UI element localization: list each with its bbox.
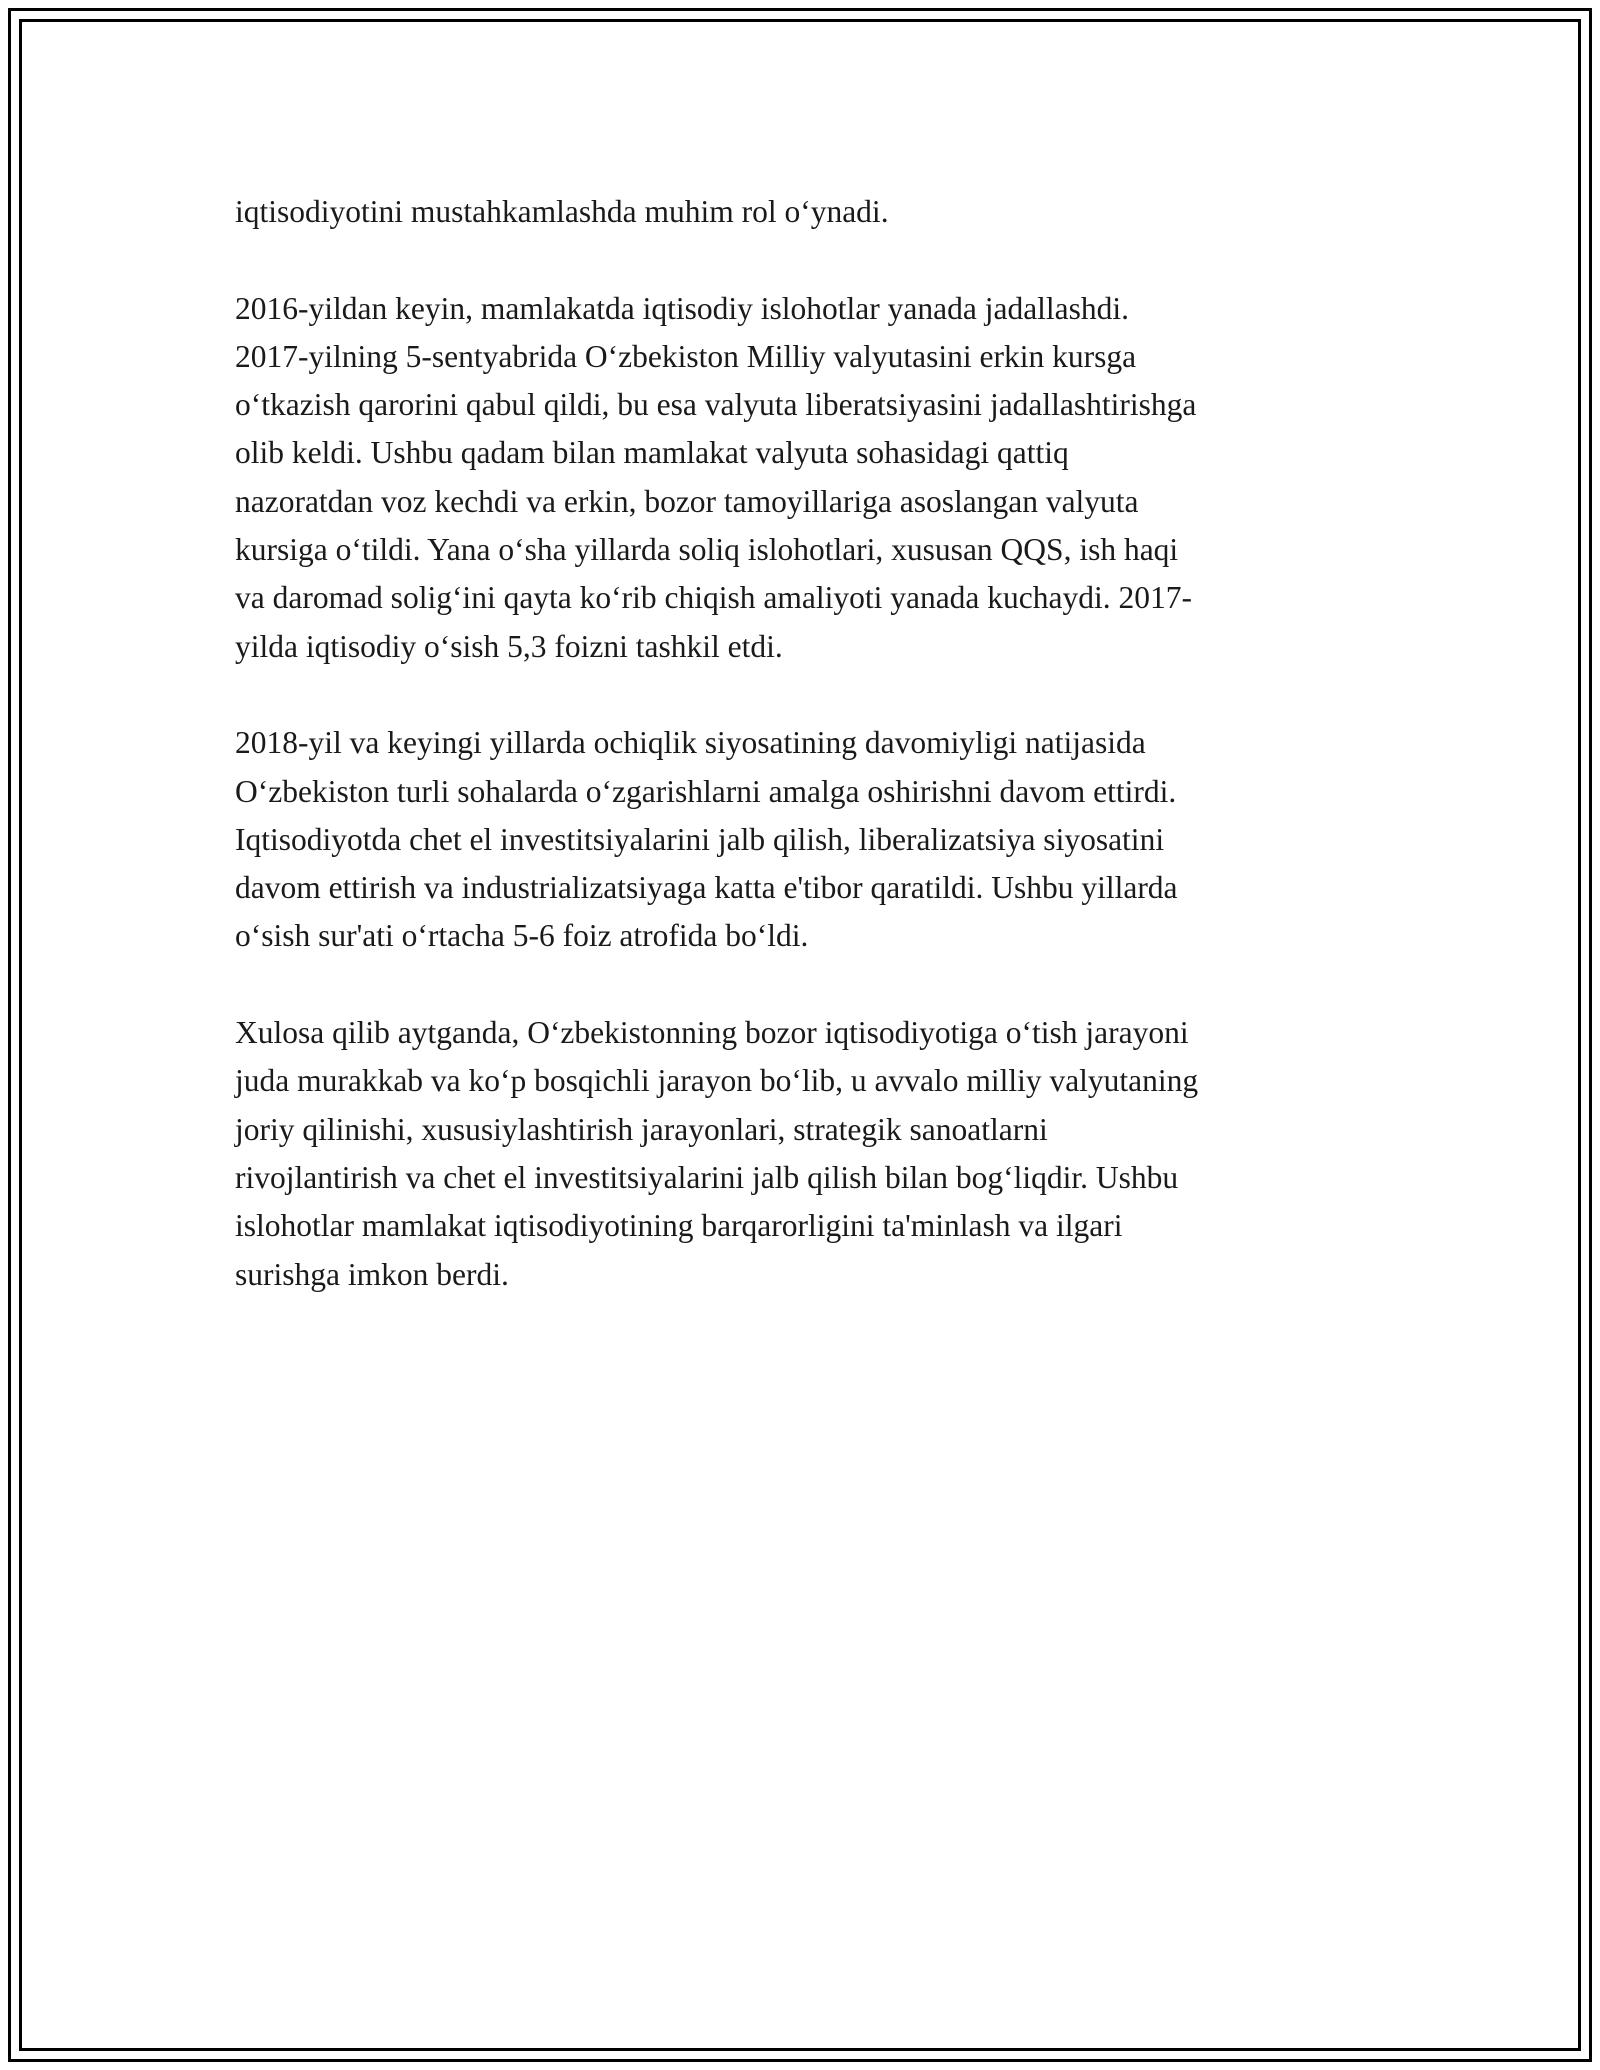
text-line: O‘zbekiston turli sohalarda o‘zgarishlarni amalga oshirishni davom ettirdi.	[235, 773, 1177, 809]
text-line: Xulosa qilib aytganda, O‘zbekistonning bozor iqtisodiyotiga o‘tish jarayoni	[235, 1015, 1189, 1051]
text-line: 2018-yil va keyingi yillarda ochiqlik siyosatining davomiyligi natijasida	[235, 725, 1146, 761]
text-line: olib keldi. Ushbu qadam bilan mamlakat valyuta sohasidagi qattiq	[235, 435, 1069, 471]
text-line: o‘sish sur'ati o‘rtacha 5-6 foiz atrofida bo‘ldi.	[235, 918, 809, 954]
paragraph-1	[235, 188, 1375, 236]
text-line: islohotlar mamlakat iqtisodiyotining barqarorligini ta'minlash va ilgari	[235, 1208, 1123, 1244]
paragraph-4	[235, 1009, 1375, 1299]
text-line: davom ettirish va industrializatsiyaga katta e'tibor qaratildi. Ushbu yillarda	[235, 870, 1178, 906]
text-line: va daromad solig‘ini qayta ko‘rib chiqish amaliyoti yanada kuchaydi. 2017-	[235, 580, 1192, 616]
paragraph-2	[235, 285, 1375, 671]
paragraph-3	[235, 719, 1375, 960]
document-body	[235, 188, 1375, 1347]
text-line: joriy qilinishi, xususiylashtirish jarayonlari, strategik sanoatlarni	[235, 1111, 1048, 1147]
text-line: juda murakkab va ko‘p bosqichli jarayon bo‘lib, u avvalo milliy valyutaning	[235, 1063, 1199, 1099]
text-line: nazoratdan voz kechdi va erkin, bozor tamoyillariga asoslangan valyuta	[235, 483, 1139, 519]
text-line: o‘tkazish qarorini qabul qildi, bu esa valyuta liberatsiyasini jadallashtirishga	[235, 387, 1197, 423]
text-line: kursiga o‘tildi. Yana o‘sha yillarda soliq islohotlari, xususan QQS, ish haqi	[235, 532, 1179, 568]
text-line: 2016-yildan keyin, mamlakatda iqtisodiy islohotlar yanada jadallashdi.	[235, 290, 1130, 326]
text-line: surishga imkon berdi.	[235, 1256, 509, 1292]
text-line: 2017-yilning 5-sentyabrida O‘zbekiston Milliy valyutasini erkin kursga	[235, 338, 1137, 374]
text-line: yilda iqtisodiy o‘sish 5,3 foizni tashkil etdi.	[235, 628, 783, 664]
text-line: Iqtisodiyotda chet el investitsiyalarini jalb qilish, liberalizatsiya siyosatini	[235, 821, 1165, 857]
text-line: rivojlantirish va chet el investitsiyalarini jalb qilish bilan bog‘liqdir. Ushbu	[235, 1159, 1179, 1195]
text-line: iqtisodiyotini mustahkamlashda muhim rol o‘ynadi.	[235, 194, 889, 229]
